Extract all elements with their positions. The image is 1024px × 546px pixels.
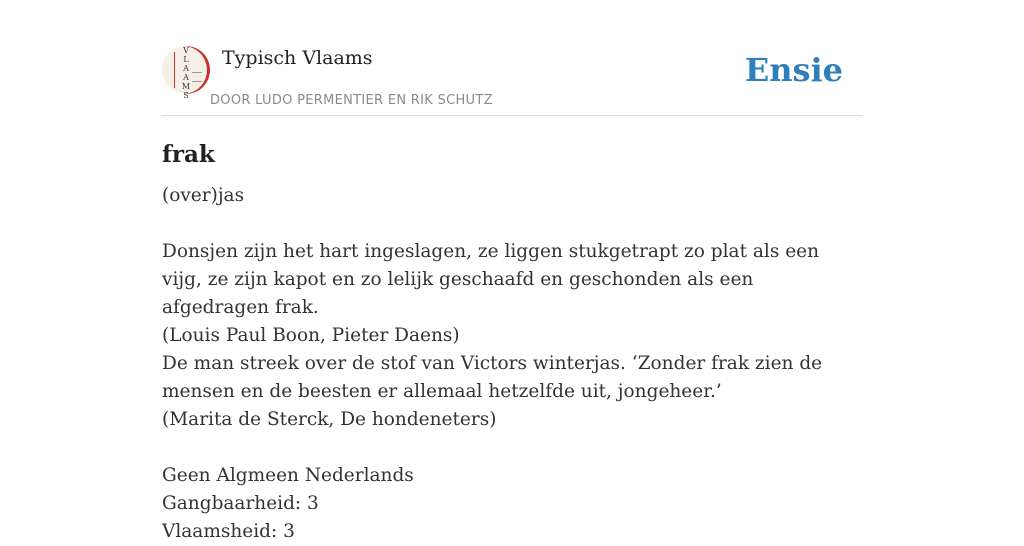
logo-lettering: V L A A M S bbox=[181, 46, 191, 100]
spacer bbox=[162, 210, 862, 238]
quote-source: (Marita de Sterck, De hondeneters) bbox=[162, 409, 497, 430]
quote-source: (Louis Paul Boon, Pieter Daens) bbox=[162, 325, 460, 346]
entry-body bbox=[162, 182, 862, 546]
quote-text: De man streek over de stof van Victors winterjas. ‘Zonder frak zien de mensen en de beesten er allemaal hetzelfde uit, jongeheer.’ bbox=[162, 353, 823, 402]
meta-flemishness: Vlaamsheid: 3 bbox=[162, 521, 295, 542]
author-byline: DOOR LUDO PERMENTIER EN RIK SCHUTZ bbox=[210, 93, 493, 108]
meta-language: Geen Algmeen Nederlands bbox=[162, 465, 414, 486]
ensie-logo-link[interactable]: Ensie bbox=[744, 51, 843, 89]
logo-small-text bbox=[192, 72, 202, 82]
source-title[interactable]: Typisch Vlaams bbox=[222, 47, 373, 69]
book-cover-avatar[interactable] bbox=[162, 46, 210, 100]
definition: (over)jas bbox=[162, 185, 245, 206]
quote-text: Donsjen zijn het hart ingeslagen, ze liggen stukgetrapt zo plat als een vijg, ze zijn kapot en zo lelijk geschaafd en geschonden als een afgedragen frak. bbox=[162, 241, 820, 318]
page bbox=[162, 0, 862, 546]
header bbox=[162, 46, 862, 116]
entry-headword: frak bbox=[162, 141, 215, 168]
logo-rule bbox=[174, 52, 175, 88]
meta-frequency: Gangbaarheid: 3 bbox=[162, 493, 319, 514]
spacer bbox=[162, 434, 862, 462]
